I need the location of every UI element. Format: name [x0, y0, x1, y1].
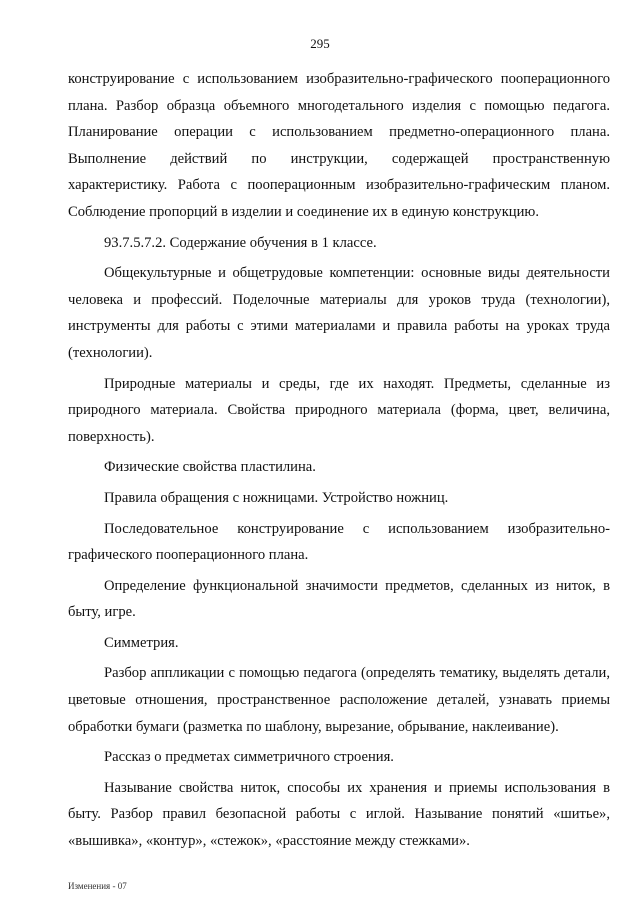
paragraph: Определение функциональной значимости предметов, сделанных из ниток, в быту, игре. — [68, 577, 610, 621]
paragraph: Последовательное конструирование с использованием изобразительно-графического пооперационного плана. — [68, 520, 610, 564]
section-heading: 93.7.5.7.2. Содержание обучения в 1 классе. — [104, 234, 377, 251]
page-number: 295 — [310, 36, 330, 51]
paragraph: Общекультурные и общетрудовые компетенции: основные виды деятельности человека и профессий. Поделочные материалы для уроков труда (технологии), инструменты для работы с этими материалами и правила работы на уроках труда (технологии). — [68, 265, 610, 361]
paragraph: Разбор аппликации с помощью педагога (определять тематику, выделять детали, цветовые отношения, пространственное расположение деталей, узнавать приемы обработки бумаги (разметка по шаблону, вырезание, обрывание, наклеивание). — [68, 665, 610, 735]
paragraph: Называние свойства ниток, способы их хранения и приемы использования в быту. Разбор правил безопасной работы с иглой. Называние понятий «шитье», «вышивка», «контур», «стежок», «расстояние между стежками». — [68, 779, 610, 850]
paragraph: Правила обращения с ножницами. Устройство ножниц. — [104, 489, 449, 506]
paragraph: Рассказ о предметах симметричного строения. — [104, 749, 394, 766]
footer-revision: Изменения - 07 — [68, 881, 127, 891]
paragraph: Симметрия. — [104, 634, 179, 651]
paragraph: Физические свойства пластилина. — [104, 459, 316, 476]
paragraph: Природные материалы и среды, где их находят. Предметы, сделанные из природного материала. Свойства природного материала (форма, цвет, величина, поверхность). — [68, 375, 610, 445]
body-text — [68, 66, 610, 859]
paragraph-continuation: конструирование с использованием изобразительно-графического пооперационного плана. Разбор образца объемного многодетального изделия с помощью педагога. Планирование операции с использованием предметно-операционного плана. Выполнение действий по инструкции, содержащей пространственную характеристику. Работа с пооперационным изобразительно-графическим планом. Соблюдение пропорций в изделии и соединение их в единую конструкцию. — [68, 71, 610, 220]
